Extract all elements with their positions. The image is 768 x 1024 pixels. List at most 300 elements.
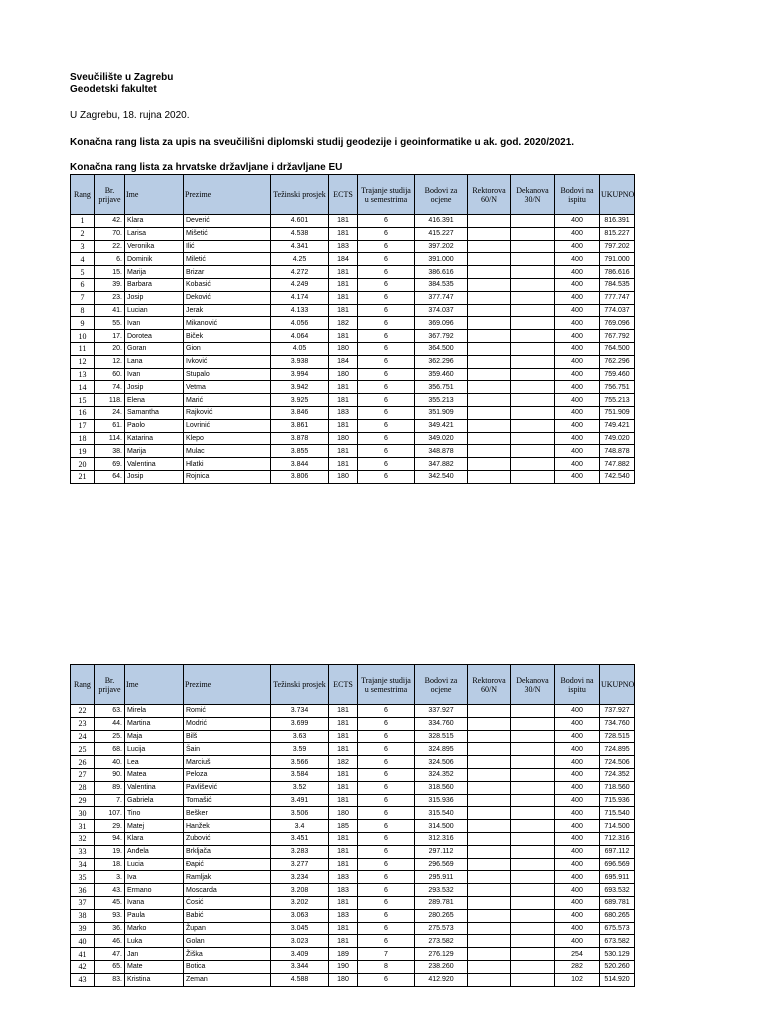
table-row — [71, 330, 635, 343]
cell-ispit: 400 — [555, 304, 600, 317]
cell-prosjek: 3.52 — [271, 781, 329, 794]
cell-ukupno: 715.936 — [600, 794, 635, 807]
cell-trajanje: 6 — [358, 394, 415, 407]
cell-trajanje: 6 — [358, 756, 415, 769]
cell-dekanova — [511, 884, 555, 897]
cell-rektorova — [468, 381, 511, 394]
cell-dekanova — [511, 215, 555, 228]
cell-prezime: Stupalo — [184, 368, 271, 381]
cell-ukupno: 712.316 — [600, 832, 635, 845]
cell-rektorova — [468, 871, 511, 884]
cell-dekanova — [511, 922, 555, 935]
cell-ects: 184 — [329, 355, 358, 368]
cell-ime: Barbara — [125, 278, 184, 291]
cell-ime: Josip — [125, 470, 184, 483]
cell-ime: Josip — [125, 291, 184, 304]
cell-dekanova — [511, 432, 555, 445]
cell-ispit: 400 — [555, 717, 600, 730]
cell-ukupno: 762.296 — [600, 355, 635, 368]
cell-trajanje: 6 — [358, 368, 415, 381]
cell-ects: 180 — [329, 432, 358, 445]
cell-trajanje: 6 — [358, 291, 415, 304]
cell-trajanje: 6 — [358, 705, 415, 718]
cell-trajanje: 6 — [358, 884, 415, 897]
cell-ukupno: 749.020 — [600, 432, 635, 445]
cell-prezime: Žiška — [184, 948, 271, 961]
cell-rang: 8 — [71, 304, 95, 317]
cell-prosjek: 3.994 — [271, 368, 329, 381]
cell-ime: Mate — [125, 960, 184, 973]
cell-ime: Larisa — [125, 227, 184, 240]
cell-trajanje: 6 — [358, 845, 415, 858]
cell-br-prijave: 60. — [95, 368, 125, 381]
cell-bodovi: 324.895 — [415, 743, 468, 756]
table-row — [71, 973, 635, 986]
cell-ispit: 400 — [555, 820, 600, 833]
cell-br-prijave: 38. — [95, 445, 125, 458]
cell-ime: Marija — [125, 445, 184, 458]
cell-bodovi: 362.296 — [415, 355, 468, 368]
cell-rektorova — [468, 768, 511, 781]
cell-prosjek: 3.925 — [271, 394, 329, 407]
cell-prezime: Botica — [184, 960, 271, 973]
cell-rang: 7 — [71, 291, 95, 304]
cell-dekanova — [511, 253, 555, 266]
cell-bodovi: 351.909 — [415, 406, 468, 419]
cell-ects: 190 — [329, 960, 358, 973]
cell-ects: 181 — [329, 227, 358, 240]
cell-trajanje: 6 — [358, 304, 415, 317]
cell-rektorova — [468, 240, 511, 253]
cell-prezime: Đapić — [184, 858, 271, 871]
cell-rang: 10 — [71, 330, 95, 343]
cell-prezime: Lovrinić — [184, 419, 271, 432]
col-rektorova: Rektorova 60/N — [468, 175, 511, 215]
cell-rang: 17 — [71, 419, 95, 432]
cell-bodovi: 359.460 — [415, 368, 468, 381]
cell-rang: 30 — [71, 807, 95, 820]
cell-rektorova — [468, 304, 511, 317]
cell-bodovi: 384.535 — [415, 278, 468, 291]
cell-ispit: 400 — [555, 470, 600, 483]
cell-br-prijave: 7. — [95, 794, 125, 807]
cell-br-prijave: 107. — [95, 807, 125, 820]
cell-rektorova — [468, 278, 511, 291]
cell-rang: 15 — [71, 394, 95, 407]
cell-prezime: Bešker — [184, 807, 271, 820]
cell-ects: 181 — [329, 935, 358, 948]
cell-rektorova — [468, 922, 511, 935]
cell-ispit: 400 — [555, 458, 600, 471]
cell-br-prijave: 12. — [95, 355, 125, 368]
cell-rang: 39 — [71, 922, 95, 935]
col-ime: Ime — [125, 665, 184, 705]
cell-ime: Lea — [125, 756, 184, 769]
cell-trajanje: 6 — [358, 832, 415, 845]
cell-prezime: Rojnica — [184, 470, 271, 483]
cell-ects: 180 — [329, 470, 358, 483]
cell-ukupno: 530.129 — [600, 948, 635, 961]
cell-prezime: Marić — [184, 394, 271, 407]
cell-ects: 183 — [329, 884, 358, 897]
cell-prosjek: 3.938 — [271, 355, 329, 368]
col-ukupno: UKUPNO — [600, 175, 635, 215]
cell-dekanova — [511, 794, 555, 807]
cell-ime: Marko — [125, 922, 184, 935]
cell-ispit: 400 — [555, 368, 600, 381]
cell-ispit: 400 — [555, 884, 600, 897]
cell-rektorova — [468, 743, 511, 756]
cell-prezime: Babić — [184, 909, 271, 922]
cell-ukupno: 734.760 — [600, 717, 635, 730]
table-row — [71, 794, 635, 807]
cell-prezime: Pavlišević — [184, 781, 271, 794]
cell-ispit: 400 — [555, 342, 600, 355]
cell-br-prijave: 93. — [95, 909, 125, 922]
cell-trajanje: 6 — [358, 419, 415, 432]
cell-ispit: 400 — [555, 278, 600, 291]
cell-ects: 182 — [329, 756, 358, 769]
cell-prezime: Ivković — [184, 355, 271, 368]
cell-ispit: 400 — [555, 858, 600, 871]
cell-prosjek: 3.491 — [271, 794, 329, 807]
cell-br-prijave: 18. — [95, 858, 125, 871]
cell-prezime: Hlatki — [184, 458, 271, 471]
cell-prezime: Jerak — [184, 304, 271, 317]
cell-ects: 181 — [329, 845, 358, 858]
cell-br-prijave: 39. — [95, 278, 125, 291]
cell-prezime: Peloza — [184, 768, 271, 781]
table-row — [71, 266, 635, 279]
cell-bodovi: 334.760 — [415, 717, 468, 730]
cell-ukupno: 718.560 — [600, 781, 635, 794]
cell-rektorova — [468, 458, 511, 471]
cell-prezime: Moscarda — [184, 884, 271, 897]
cell-trajanje: 6 — [358, 330, 415, 343]
table-row — [71, 240, 635, 253]
cell-ime: Mirela — [125, 705, 184, 718]
cell-trajanje: 6 — [358, 406, 415, 419]
university-name: Sveučilište u Zagrebu — [70, 72, 174, 83]
cell-ime: Iva — [125, 871, 184, 884]
cell-dekanova — [511, 470, 555, 483]
col-br-prijave: Br. prijave — [95, 175, 125, 215]
cell-prosjek: 3.277 — [271, 858, 329, 871]
section-title: Konačna rang lista za hrvatske državljane i državljane EU — [70, 162, 343, 173]
cell-ukupno: 774.037 — [600, 304, 635, 317]
cell-ukupno: 747.882 — [600, 458, 635, 471]
cell-dekanova — [511, 948, 555, 961]
cell-trajanje: 6 — [358, 896, 415, 909]
cell-ects: 181 — [329, 215, 358, 228]
cell-rektorova — [468, 948, 511, 961]
cell-rektorova — [468, 266, 511, 279]
cell-rang: 38 — [71, 909, 95, 922]
cell-trajanje: 6 — [358, 717, 415, 730]
cell-rektorova — [468, 832, 511, 845]
cell-bodovi: 318.560 — [415, 781, 468, 794]
cell-prosjek: 4.174 — [271, 291, 329, 304]
cell-rang: 28 — [71, 781, 95, 794]
cell-ects: 181 — [329, 768, 358, 781]
table-row — [71, 253, 635, 266]
cell-br-prijave: 83. — [95, 973, 125, 986]
cell-rektorova — [468, 445, 511, 458]
cell-ispit: 400 — [555, 794, 600, 807]
cell-rektorova — [468, 253, 511, 266]
cell-ukupno: 695.911 — [600, 871, 635, 884]
cell-dekanova — [511, 743, 555, 756]
cell-ime: Samantha — [125, 406, 184, 419]
cell-prosjek: 4.601 — [271, 215, 329, 228]
table-row — [71, 948, 635, 961]
cell-rang: 40 — [71, 935, 95, 948]
cell-prosjek: 3.234 — [271, 871, 329, 884]
cell-rektorova — [468, 730, 511, 743]
cell-ects: 180 — [329, 342, 358, 355]
cell-prezime: Mulac — [184, 445, 271, 458]
cell-ime: Goran — [125, 342, 184, 355]
cell-rang: 37 — [71, 896, 95, 909]
cell-prezime: Mišetić — [184, 227, 271, 240]
cell-ects: 181 — [329, 781, 358, 794]
cell-ime: Dominik — [125, 253, 184, 266]
cell-ukupno: 737.927 — [600, 705, 635, 718]
cell-rang: 11 — [71, 342, 95, 355]
cell-ime: Matej — [125, 820, 184, 833]
cell-trajanje: 6 — [358, 227, 415, 240]
cell-ime: Marija — [125, 266, 184, 279]
cell-ispit: 400 — [555, 355, 600, 368]
cell-trajanje: 6 — [358, 743, 415, 756]
cell-bodovi: 386.616 — [415, 266, 468, 279]
cell-ispit: 400 — [555, 445, 600, 458]
cell-rektorova — [468, 330, 511, 343]
cell-trajanje: 6 — [358, 768, 415, 781]
cell-br-prijave: 46. — [95, 935, 125, 948]
cell-bodovi: 377.747 — [415, 291, 468, 304]
cell-ukupno: 769.096 — [600, 317, 635, 330]
cell-bodovi: 273.582 — [415, 935, 468, 948]
cell-ects: 181 — [329, 717, 358, 730]
cell-dekanova — [511, 973, 555, 986]
cell-trajanje: 6 — [358, 432, 415, 445]
cell-bodovi: 280.265 — [415, 909, 468, 922]
cell-prosjek: 4.25 — [271, 253, 329, 266]
cell-br-prijave: 15. — [95, 266, 125, 279]
cell-prosjek: 4.056 — [271, 317, 329, 330]
table-row — [71, 291, 635, 304]
cell-ects: 181 — [329, 896, 358, 909]
cell-prosjek: 3.208 — [271, 884, 329, 897]
cell-bodovi: 415.227 — [415, 227, 468, 240]
cell-rektorova — [468, 342, 511, 355]
cell-rang: 19 — [71, 445, 95, 458]
cell-trajanje: 6 — [358, 470, 415, 483]
list-title: Konačna rang lista za upis na sveučilišni diplomski studij geodezije i geoinformatike u ak. god. 2020/2021. — [70, 137, 575, 148]
cell-bodovi: 374.037 — [415, 304, 468, 317]
cell-bodovi: 349.020 — [415, 432, 468, 445]
cell-dekanova — [511, 705, 555, 718]
cell-prosjek: 4.588 — [271, 973, 329, 986]
cell-prosjek: 3.844 — [271, 458, 329, 471]
col-dekanova: Dekanova 30/N — [511, 175, 555, 215]
cell-rektorova — [468, 291, 511, 304]
cell-prosjek: 3.283 — [271, 845, 329, 858]
col-bodovi: Bodovi za ocjene — [415, 665, 468, 705]
cell-trajanje: 6 — [358, 381, 415, 394]
cell-trajanje: 6 — [358, 794, 415, 807]
cell-ispit: 400 — [555, 909, 600, 922]
cell-rektorova — [468, 227, 511, 240]
cell-bodovi: 328.515 — [415, 730, 468, 743]
cell-prezime: Brizar — [184, 266, 271, 279]
cell-trajanje: 6 — [358, 781, 415, 794]
cell-br-prijave: 36. — [95, 922, 125, 935]
cell-bodovi: 293.532 — [415, 884, 468, 897]
cell-ukupno: 715.540 — [600, 807, 635, 820]
faculty-name: Geodetski fakultet — [70, 84, 157, 95]
cell-ime: Valentina — [125, 458, 184, 471]
cell-ects: 181 — [329, 419, 358, 432]
cell-dekanova — [511, 858, 555, 871]
cell-prezime: Vetma — [184, 381, 271, 394]
col-rang: Rang — [71, 665, 95, 705]
cell-rang: 25 — [71, 743, 95, 756]
cell-ime: Lana — [125, 355, 184, 368]
table-row — [71, 896, 635, 909]
cell-rang: 5 — [71, 266, 95, 279]
cell-ime: Katarina — [125, 432, 184, 445]
cell-rang: 12 — [71, 355, 95, 368]
cell-prezime: Deverić — [184, 215, 271, 228]
cell-ime: Klara — [125, 215, 184, 228]
cell-dekanova — [511, 820, 555, 833]
table-row — [71, 922, 635, 935]
cell-trajanje: 6 — [358, 935, 415, 948]
col-ukupno: UKUPNO — [600, 665, 635, 705]
cell-bodovi: 315.936 — [415, 794, 468, 807]
cell-dekanova — [511, 445, 555, 458]
cell-rang: 14 — [71, 381, 95, 394]
cell-trajanje: 6 — [358, 445, 415, 458]
cell-br-prijave: 74. — [95, 381, 125, 394]
cell-prosjek: 3.202 — [271, 896, 329, 909]
cell-prosjek: 3.063 — [271, 909, 329, 922]
cell-bodovi: 297.112 — [415, 845, 468, 858]
cell-ects: 181 — [329, 922, 358, 935]
cell-rektorova — [468, 858, 511, 871]
rank-table-2 — [70, 664, 635, 987]
cell-ime: Veronika — [125, 240, 184, 253]
cell-dekanova — [511, 960, 555, 973]
cell-rang: 16 — [71, 406, 95, 419]
cell-ime: Ermano — [125, 884, 184, 897]
cell-br-prijave: 43. — [95, 884, 125, 897]
cell-ispit: 400 — [555, 896, 600, 909]
cell-dekanova — [511, 717, 555, 730]
cell-dekanova — [511, 781, 555, 794]
cell-br-prijave: 17. — [95, 330, 125, 343]
cell-bodovi: 391.000 — [415, 253, 468, 266]
cell-prosjek: 3.584 — [271, 768, 329, 781]
cell-ects: 181 — [329, 330, 358, 343]
cell-prezime: Deković — [184, 291, 271, 304]
cell-rektorova — [468, 368, 511, 381]
cell-prosjek: 3.045 — [271, 922, 329, 935]
cell-bodovi: 296.569 — [415, 858, 468, 871]
cell-prezime: Zeman — [184, 973, 271, 986]
cell-ime: Valentina — [125, 781, 184, 794]
table-row — [71, 227, 635, 240]
cell-ukupno: 693.532 — [600, 884, 635, 897]
cell-trajanje: 6 — [358, 266, 415, 279]
cell-ispit: 400 — [555, 832, 600, 845]
cell-rektorova — [468, 756, 511, 769]
col-br-prijave: Br. prijave — [95, 665, 125, 705]
cell-br-prijave: 90. — [95, 768, 125, 781]
cell-rektorova — [468, 884, 511, 897]
cell-br-prijave: 68. — [95, 743, 125, 756]
col-prosjek: Težinski prosjek — [271, 665, 329, 705]
cell-br-prijave: 3. — [95, 871, 125, 884]
cell-ispit: 400 — [555, 227, 600, 240]
cell-rang: 1 — [71, 215, 95, 228]
cell-bodovi: 412.920 — [415, 973, 468, 986]
cell-ispit: 400 — [555, 253, 600, 266]
cell-br-prijave: 45. — [95, 896, 125, 909]
cell-rang: 3 — [71, 240, 95, 253]
cell-trajanje: 7 — [358, 948, 415, 961]
cell-dekanova — [511, 266, 555, 279]
cell-bodovi: 364.500 — [415, 342, 468, 355]
table-row — [71, 884, 635, 897]
cell-rang: 42 — [71, 960, 95, 973]
cell-br-prijave: 47. — [95, 948, 125, 961]
cell-bodovi: 347.882 — [415, 458, 468, 471]
cell-ime: Elena — [125, 394, 184, 407]
cell-ime: Kristina — [125, 973, 184, 986]
cell-prezime: Hanžek — [184, 820, 271, 833]
cell-rang: 20 — [71, 458, 95, 471]
cell-dekanova — [511, 909, 555, 922]
cell-dekanova — [511, 291, 555, 304]
cell-prosjek: 3.451 — [271, 832, 329, 845]
cell-br-prijave: 64. — [95, 470, 125, 483]
cell-bodovi: 369.096 — [415, 317, 468, 330]
cell-ects: 181 — [329, 394, 358, 407]
cell-ects: 181 — [329, 445, 358, 458]
cell-rektorova — [468, 705, 511, 718]
cell-br-prijave: 114. — [95, 432, 125, 445]
cell-ukupno: 724.506 — [600, 756, 635, 769]
cell-prosjek: 3.861 — [271, 419, 329, 432]
cell-ukupno: 680.265 — [600, 909, 635, 922]
cell-dekanova — [511, 807, 555, 820]
cell-rang: 43 — [71, 973, 95, 986]
cell-ispit: 400 — [555, 330, 600, 343]
cell-prezime: Bilš — [184, 730, 271, 743]
cell-ispit: 400 — [555, 756, 600, 769]
cell-ime: Paula — [125, 909, 184, 922]
cell-br-prijave: 44. — [95, 717, 125, 730]
col-bodovi: Bodovi za ocjene — [415, 175, 468, 215]
cell-ime: Ivan — [125, 368, 184, 381]
cell-ime: Josip — [125, 381, 184, 394]
cell-prezime: Šain — [184, 743, 271, 756]
cell-prezime: Ramljak — [184, 871, 271, 884]
cell-bodovi: 289.781 — [415, 896, 468, 909]
